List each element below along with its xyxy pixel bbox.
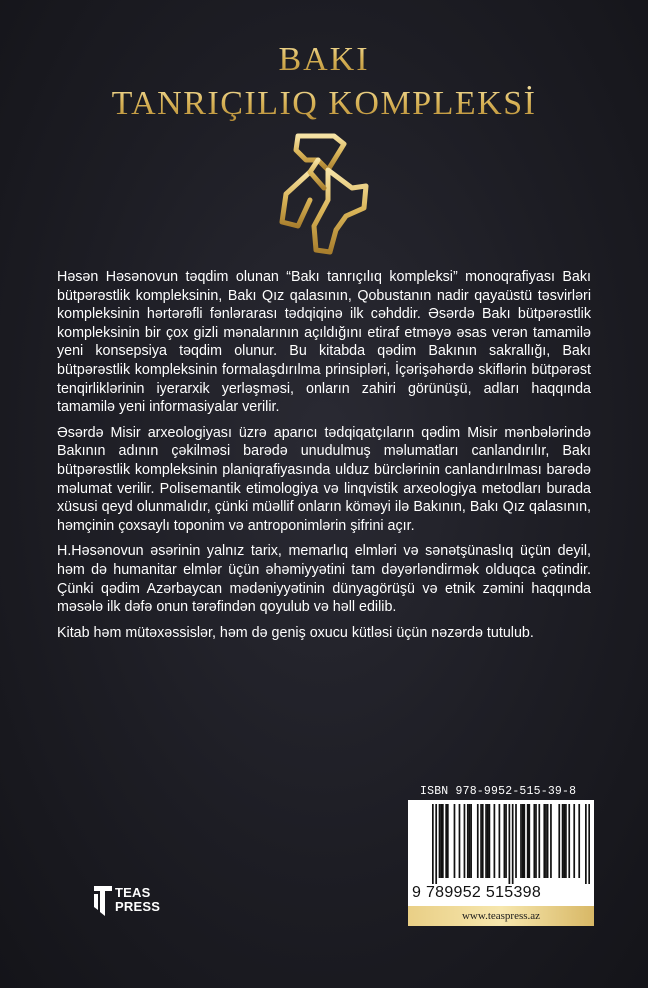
barcode-bar: [520, 804, 522, 878]
barcode-bar: [527, 804, 529, 878]
barcode-bars: [432, 804, 590, 884]
barcode-bar: [538, 804, 540, 878]
description-paragraph: Həsən Həsənovun təqdim olunan “Bakı tanrıçılıq kompleksi” monoqrafiyası Bakı bütpərəstlik kompleksinin, Bakı Qız qalasının, Qobustanın nadir qayaüstü təsvirləri kompleksinin hərtərəfli fənlərarası tədqiqinə ilk cəhddir. Əsərdə Bakı bütpərəstlik kompleksinin bir çox gizli mənalarının açıldığını etiraf etməyə əsas verən tamamilə yeni konsepsiya təqdim olunur. Bu kitabda qədim Bakının sakrallığı, Bakı bütpərəstlik kompleksinin formalaşdırılma prinsipləri, İçərişəhərdə skiflərin bütpərəst tenqirliklərinin iyerarxik yerləşməsi, onların zahiri görünüşü, adları haqqında tamamilə yeni informasiyalar verilir.: [57, 269, 591, 416]
barcode-bar: [509, 804, 511, 884]
barcode-bar: [535, 804, 537, 878]
book-description: [57, 268, 591, 649]
barcode-bar: [470, 804, 472, 878]
barcode-bar: [512, 804, 514, 884]
barcode-bar: [505, 804, 507, 878]
book-title-line-2: TANRIÇILIQ KOMPLEKSİ: [0, 84, 648, 124]
barcode-bar: [459, 804, 461, 878]
barcode-bar: [494, 804, 496, 878]
barcode-bar: [558, 804, 560, 878]
barcode-digits: 9 789952 515398: [412, 884, 542, 901]
barcode-bar: [522, 804, 524, 878]
publisher-name: [115, 886, 160, 914]
barcode-bar: [533, 804, 535, 878]
description-paragraph: H.Həsənovun əsərinin yalnız tarix, memarlıq elmləri və sənətşünaslıq üçün deyil, həm də humanitar elmlər üçün əhəmiyyətini tam dəyərləndirmək olduqca çətindir. Çünki qədim Azərbaycan mədəniyyətinin dünyagörüşü və etnik zəmini haqqında məsələ ilk dəfə onun tərəfindən qoyulub və həll edilib.: [57, 543, 591, 616]
barcode-bar: [504, 804, 506, 878]
book-title-line-1: BAKI: [0, 40, 648, 80]
barcode-bar: [485, 804, 487, 878]
barcode-bar: [543, 804, 545, 878]
barcode-bar: [477, 804, 479, 878]
publisher-name-line-2: PRESS: [115, 899, 161, 914]
barcode-bar: [578, 804, 580, 878]
barcode-bar: [565, 804, 567, 878]
description-paragraph: Əsərdə Misir arxeologiyası üzrə aparıcı tədqiqatçıların qədim Misir mənbələrində Bakının adının çəkilməsi barədə unudulmuş məlumatları canlandırılır, Bakı bütpərəstlik kompleksinin planiqrafiyasında ulduz bürclərinin canlandırılması barədə məlumat verilir. Polisemantik etimologiya və linqvistik arxeologiya metodları burada xüsusi qeyd olunmalıdır, çünki müəllif onların köməyi ilə Bakının, Bakı Qız qalasının, həmçinin çoxsaylı toponim və antroponimlərin şifrini açır.: [57, 424, 591, 534]
barcode-bar: [432, 804, 434, 884]
barcode-bar: [489, 804, 491, 878]
barcode-bar: [454, 804, 456, 878]
barcode-bar: [482, 804, 484, 878]
barcode-bar: [523, 804, 525, 878]
barcode-bar: [487, 804, 489, 878]
barcode-bar: [568, 804, 570, 878]
barcode-bar: [467, 804, 469, 878]
barcode-bar: [585, 804, 587, 884]
description-paragraph: Kitab həm mütəxəssislər, həm də geniş oxucu kütləsi üçün nəzərdə tutulub.: [57, 624, 534, 641]
barcode-bar: [562, 804, 564, 878]
barcode-bar: [573, 804, 575, 878]
publisher-name-line-1: TEAS: [115, 885, 151, 900]
barcode-bar: [515, 804, 517, 878]
barcode-bar: [445, 804, 447, 878]
barcode-bar: [435, 804, 437, 884]
barcode-bar: [464, 804, 466, 878]
barcode-bar: [447, 804, 449, 878]
barcode-bar: [550, 804, 552, 878]
barcode-bar: [545, 804, 547, 878]
barcode-bar: [588, 804, 590, 884]
barcode-bar: [528, 804, 530, 878]
publisher-logo: [94, 886, 164, 918]
publisher-website: www.teaspress.az: [408, 906, 594, 926]
barcode-bar: [480, 804, 482, 878]
teas-press-logo-icon: [94, 886, 112, 916]
barcode-bar: [439, 804, 441, 878]
barcode-bar: [547, 804, 549, 878]
isbn-label: ISBN 978-9952-515-39-8: [420, 785, 577, 798]
barcode-bar: [442, 804, 444, 878]
barcode-bar: [563, 804, 565, 878]
golden-glyph-icon: [266, 130, 384, 258]
isbn-barcode: [408, 800, 594, 906]
barcode-bar: [469, 804, 471, 878]
barcode-bar: [440, 804, 442, 878]
barcode-bar: [499, 804, 501, 878]
